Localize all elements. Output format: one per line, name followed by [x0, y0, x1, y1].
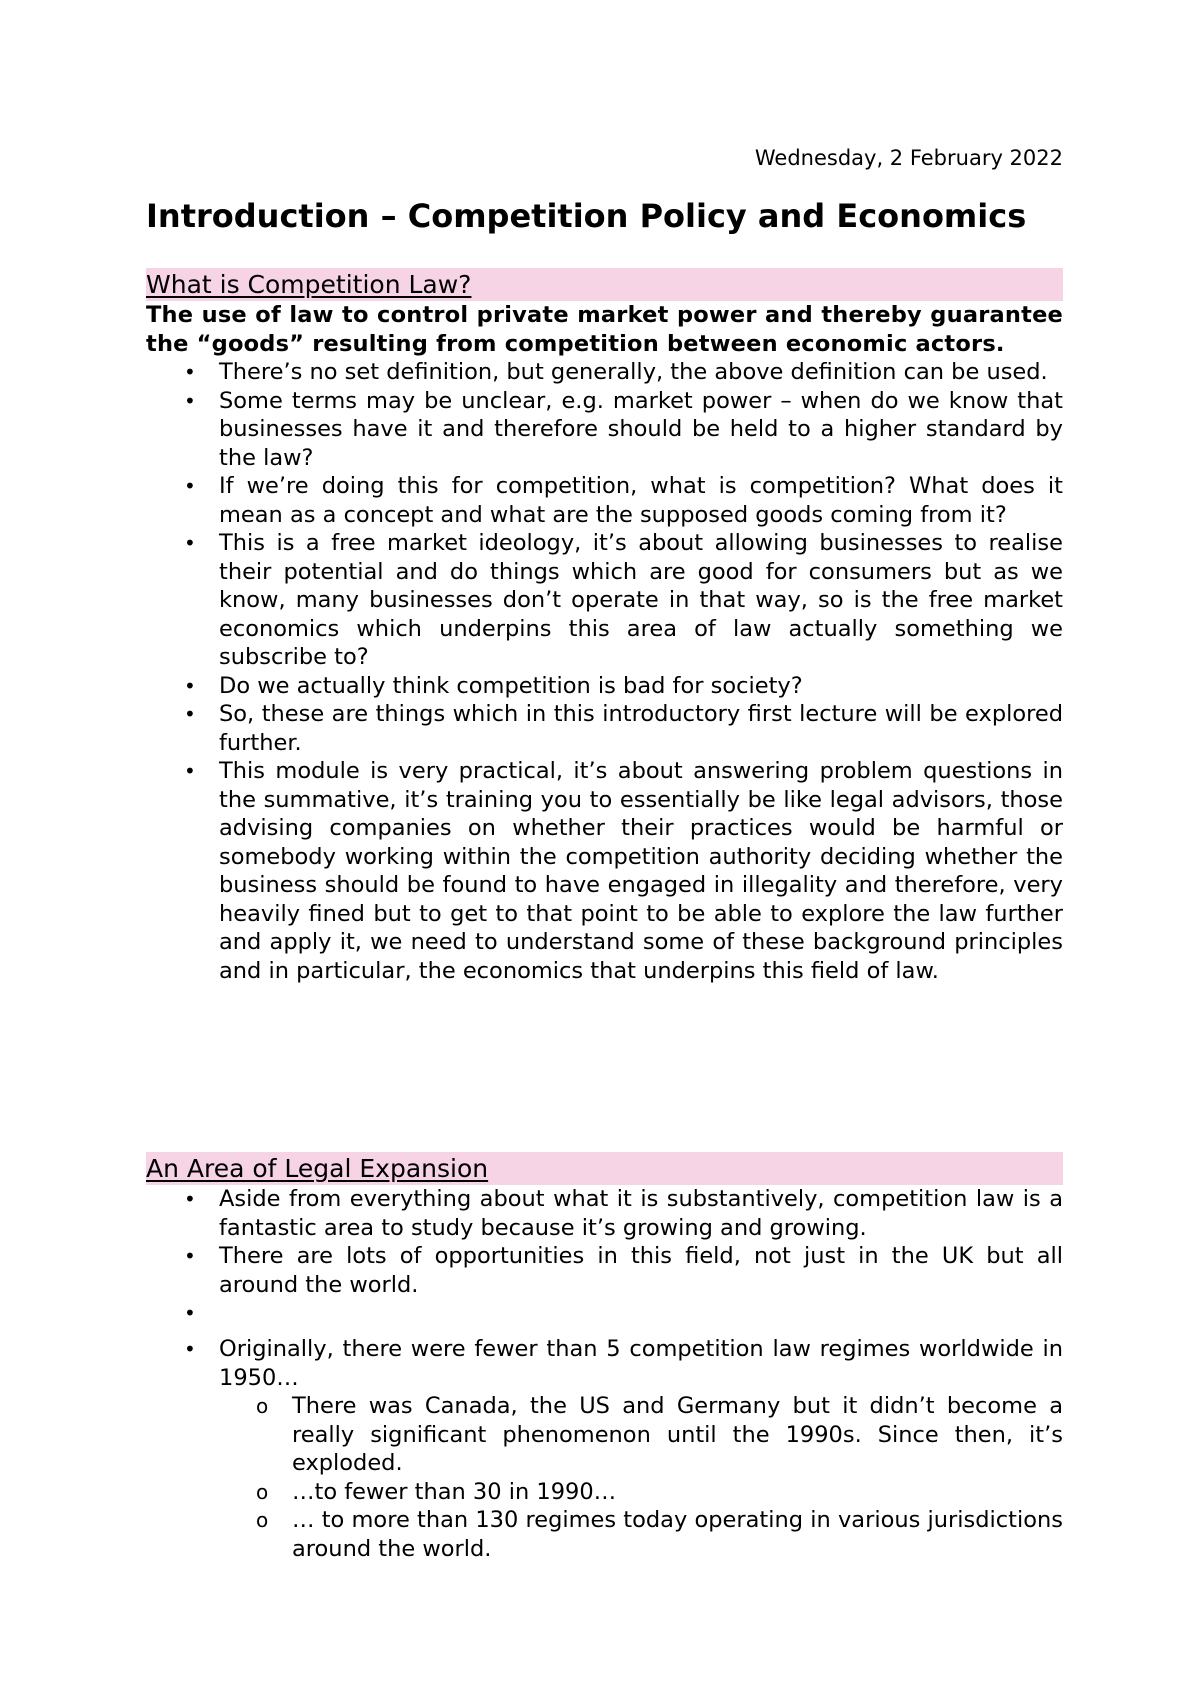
sub-list-item: o …to fewer than 30 in 1990… — [256, 1478, 617, 1505]
list-item: • Do we actually think competition is bad for society? — [184, 672, 803, 699]
bullet-icon: • — [184, 388, 196, 413]
list-item: • This is a free market ideology, it’s about allowing businesses to realise their potential and do things which are good for consumers but as we know, many businesses don’t operate in that way, so is the free market economics which underpins this area of law actually something we subscribe to? — [184, 530, 1063, 670]
document-date: Wednesday, 2 February 2022 — [754, 146, 1063, 170]
section-what-is-competition-law — [146, 268, 1063, 985]
bullet-icon: • — [184, 1244, 196, 1268]
bullet-icon: • — [184, 673, 196, 698]
circle-bullet-icon: o — [256, 1508, 269, 1532]
list-item: • This module is very practical, it’s about answering problem questions in the summative, it’s training you to essentially be like legal advisors, those advising companies on whether their practices would be harmful or somebody working within the competition authority deciding whether the business should be found to have engaged in illegality and therefore, very heavily fined but to get to that point to be able to explore the law further and apply it, we need to understand some of these background principles and in particular, the economics that underpins this field of law. — [184, 758, 1063, 984]
sub-list-item: o There was Canada, the US and Germany but it didn’t become a really significant phenomenon until the 1990s. Since then, it’s exploded. — [256, 1393, 1063, 1476]
circle-bullet-icon: o — [256, 1479, 269, 1504]
bullet-icon: • — [184, 531, 196, 555]
sub-bullet-list — [146, 1392, 1063, 1563]
section-heading: What is Competition Law? — [146, 268, 1063, 301]
bullet-icon: • — [184, 474, 196, 498]
list-item — [146, 1299, 1063, 1335]
bullet-icon: • — [184, 759, 196, 783]
list-item: • Aside from everything about what it is substantively, competition law is a fantastic area to study because it’s growing and growing. — [184, 1186, 1063, 1241]
bullet-icon: • — [184, 1301, 196, 1325]
circle-bullet-icon: o — [256, 1394, 269, 1418]
list-item: • There are lots of opportunities in this field, not just in the UK but all around the world. — [184, 1243, 1063, 1298]
bullet-list — [146, 1185, 1063, 1392]
section-heading: An Area of Legal Expansion — [146, 1152, 1063, 1185]
bullet-icon: • — [184, 360, 196, 384]
list-item: • So, these are things which in this introductory first lecture will be explored further. — [184, 701, 1063, 756]
bullet-icon: • — [184, 1187, 196, 1211]
bullet-list — [146, 358, 1063, 985]
bullet-icon: • — [184, 702, 196, 726]
sub-list-item: o … to more than 130 regimes today operating in various jurisdictions around the world. — [256, 1507, 1063, 1562]
list-item: • There’s no set definition, but generally, the above definition can be used. — [184, 359, 1048, 385]
list-item: • If we’re doing this for competition, what is competition? What does it mean as a concept and what are the supposed goods coming from it? — [184, 473, 1063, 528]
list-item: • Originally, there were fewer than 5 competition law regimes worldwide in 1950… — [184, 1336, 1063, 1391]
list-item: • Some terms may be unclear, e.g. market power – when do we know that businesses have it and therefore should be held to a higher standard by the law? — [184, 387, 1063, 471]
definition-paragraph: The use of law to control private market power and thereby guarantee the “goods” resulting from competition between economic actors. — [146, 302, 1063, 357]
bullet-icon: • — [184, 1337, 196, 1361]
document-title: Introduction – Competition Policy and Economics — [146, 197, 1027, 235]
section-legal-expansion — [146, 1152, 1063, 1563]
